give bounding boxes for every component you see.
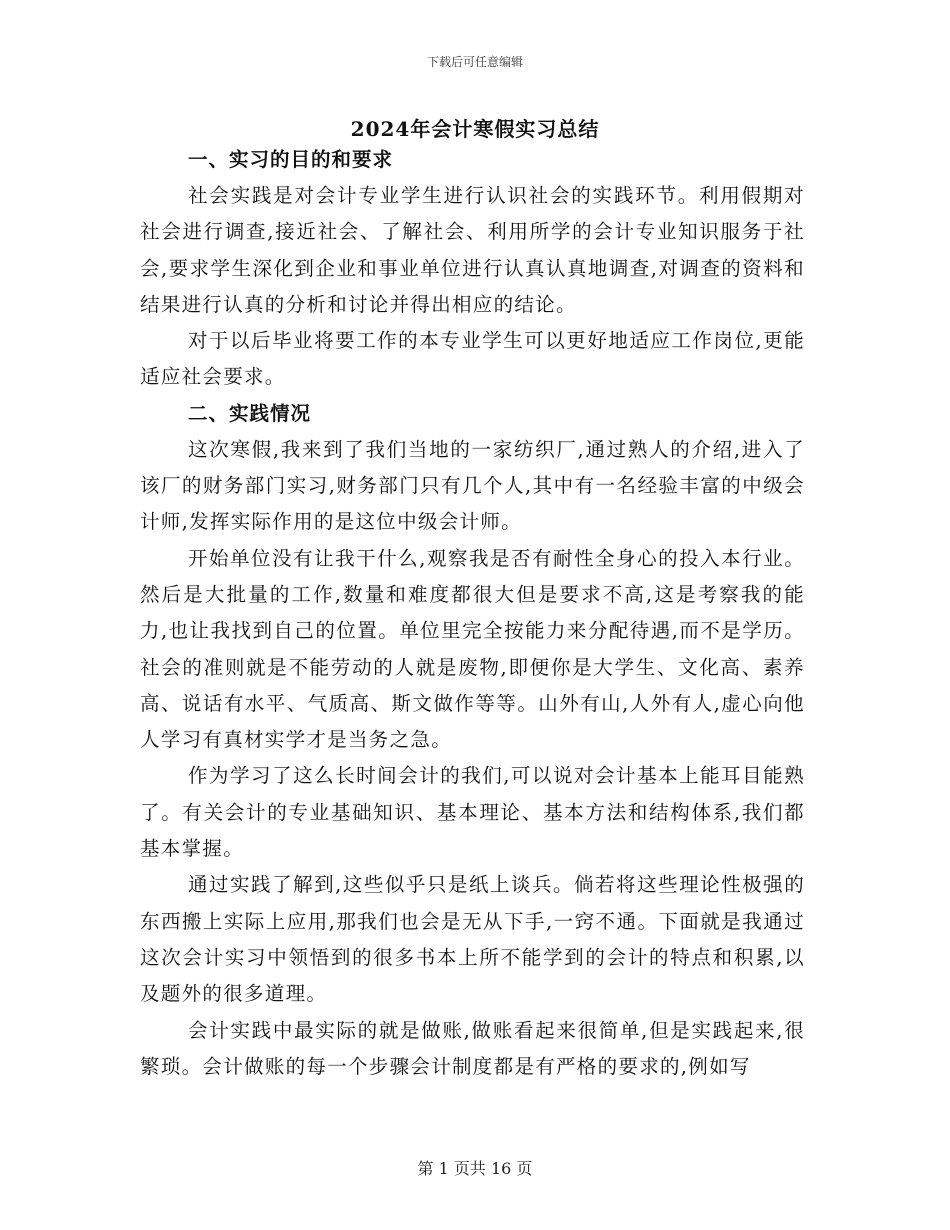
paragraph: 开始单位没有让我干什么,观察我是否有耐性全身心的投入本行业。然后是大批量的工作,数量和难度都很大但是要求不高,这是考察我的能力,也让我找到自己的位置。单位里完全按能力来分配待遇,而不是学历。社会的准则就是不能劳动的人就是废物,即便你是大学生、文化高、素养高、说话有水平、气质高、斯文做作等等。山外有山,人外有人,虚心向他人学习有真材实学才是当务之急。: [140, 546, 805, 752]
page-header-note: 下载后可任意编辑: [426, 55, 523, 69]
document-body: [140, 142, 805, 1085]
paragraph: 通过实践了解到,这些似乎只是纸上谈兵。倘若将这些理论性极强的东西搬上实际上应用,那我们也会是无从下手,一窍不通。下面就是我通过这次会计实习中领悟到的很多书本上所不能学到的会计的特点和积累,以及题外的很多道理。: [140, 873, 805, 1006]
section-heading-purpose: 一、实习的目的和要求: [188, 148, 394, 171]
page-number-footer: 第 1 页共 16 页: [417, 1159, 533, 1178]
paragraph: 会计实践中最实际的就是做账,做账看起来很简单,但是实践起来,很繁琐。会计做账的每一个步骤会计制度都是有严格的要求的,例如写: [140, 1018, 805, 1078]
paragraph: 作为学习了这么长时间会计的我们,可以说对会计基本上能耳目能熟了。有关会计的专业基础知识、基本理论、基本方法和结构体系,我们都基本掌握。: [140, 764, 805, 861]
section-heading-practice: 二、实践情况: [188, 401, 312, 425]
paragraph: 对于以后毕业将要工作的本专业学生可以更好地适应工作岗位,更能适应社会要求。: [140, 329, 805, 389]
paragraph: 这次寒假,我来到了我们当地的一家纺织厂,通过熟人的介绍,进入了该厂的财务部门实习,财务部门只有几个人,其中有一名经验丰富的中级会计师,发挥实际作用的是这位中级会计师。: [140, 437, 805, 534]
document-title: 2024年会计寒假实习总结: [350, 117, 600, 141]
paragraph: 社会实践是对会计专业学生进行认识社会的实践环节。利用假期对社会进行调查,接近社会、了解社会、利用所学的会计专业知识服务于社会,要求学生深化到企业和事业单位进行认真认真地调查,对调查的资料和结果进行认真的分析和讨论并得出相应的结论。: [140, 184, 805, 316]
